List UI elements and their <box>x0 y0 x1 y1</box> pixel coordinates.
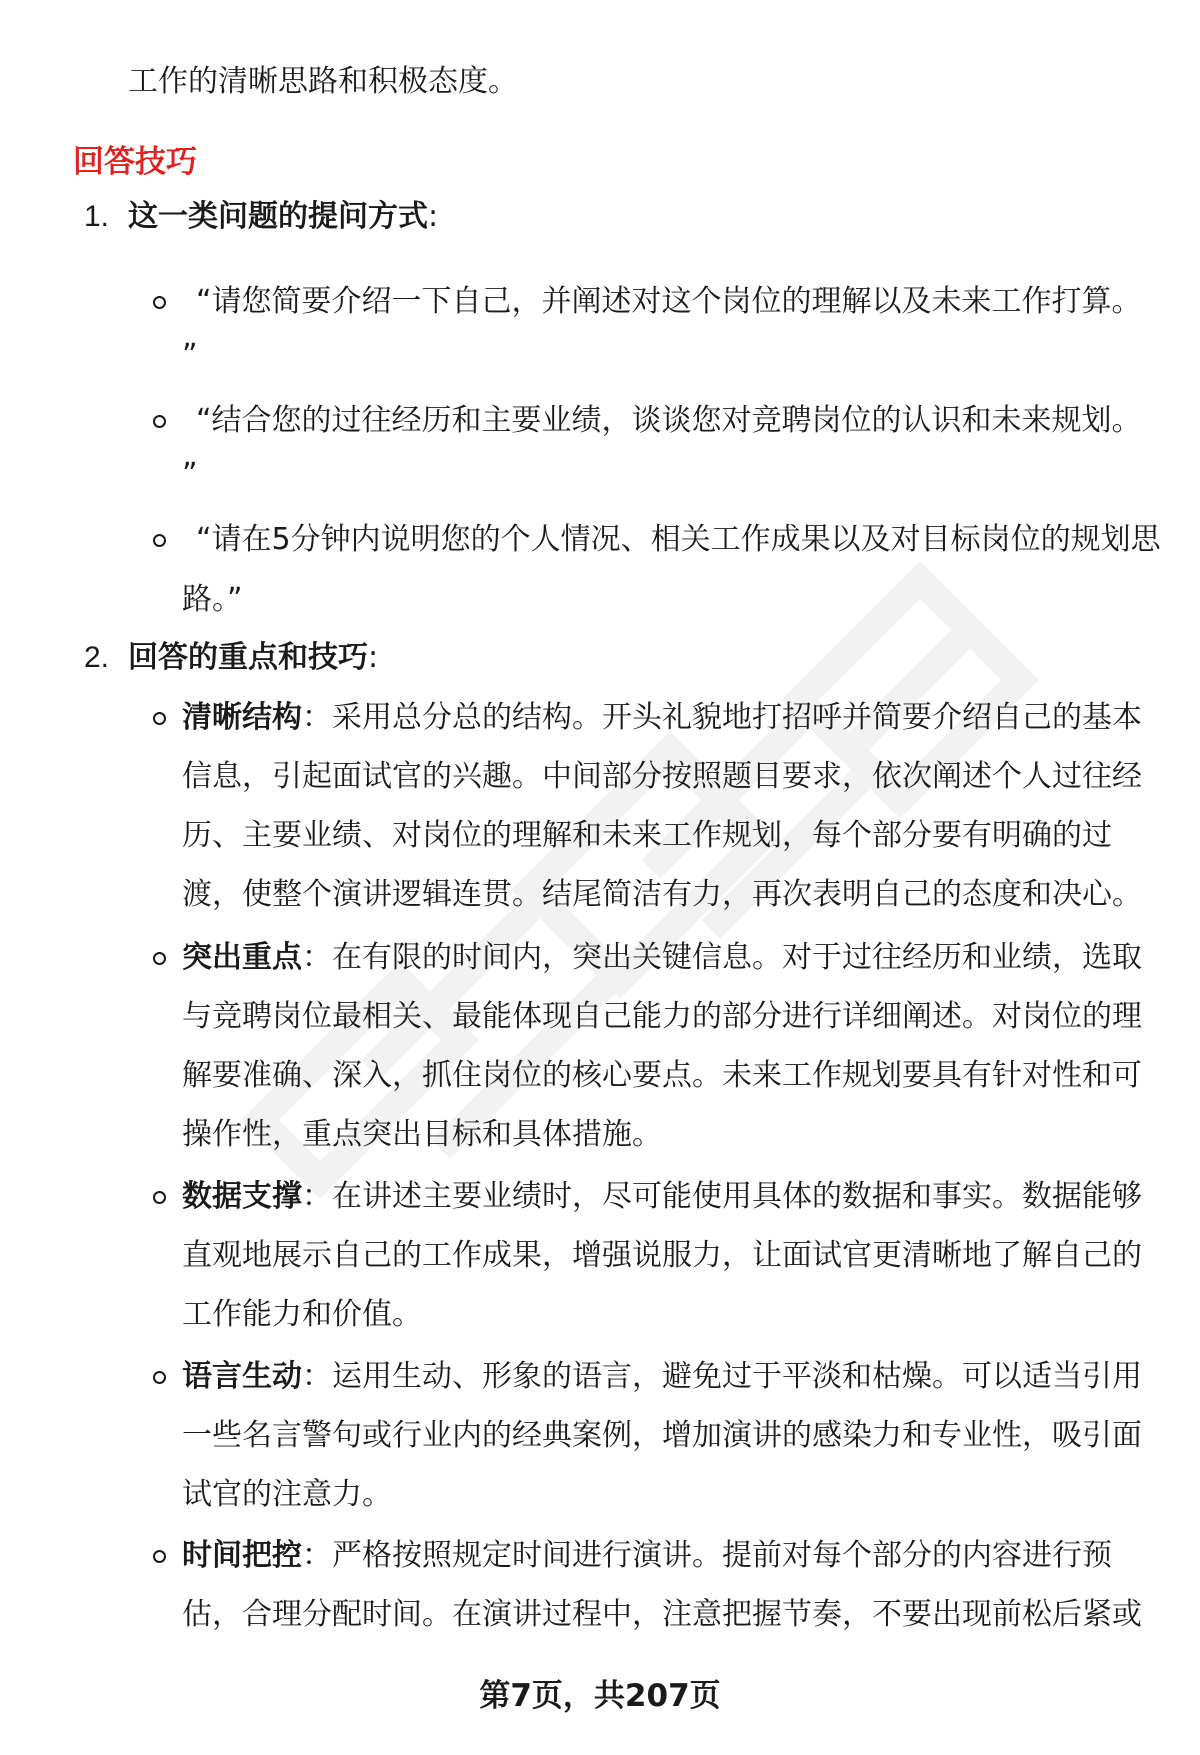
question-3-line1: “请在5分钟内说明您的个人情况、相关工作成果以及对目标岗位的规划思 <box>196 522 1161 557</box>
question-2-line2: ” <box>182 457 198 492</box>
tip-1-line1 <box>182 698 1142 738</box>
item-heading-1 <box>128 197 438 237</box>
item-heading-2-colon: : <box>368 640 379 675</box>
item-heading-2-text: 回答的重点和技巧 <box>128 640 368 675</box>
item-number-1: 1. <box>84 200 110 233</box>
page-footer: 第7页，共207页 <box>479 1678 721 1714</box>
question-2-line1: “结合您的过往经历和主要业绩，谈谈您对竞聘岗位的认识和未来规划。 <box>196 403 1142 438</box>
tip-2-line4: 操作性，重点突出目标和具体措施。 <box>182 1117 662 1152</box>
tip-5-text: 严格按照规定时间进行演讲。提前对每个部分的内容进行预 <box>332 1538 1112 1573</box>
bullet-icon <box>153 415 166 428</box>
question-3-line2: 路。” <box>182 582 243 617</box>
tip-1-line2: 信息，引起面试官的兴趣。中间部分按照题目要求，依次阐述个人过往经 <box>182 759 1142 794</box>
item-heading-2 <box>128 638 378 678</box>
tip-2-term: 突出重点 <box>182 940 302 975</box>
bullet-icon <box>153 712 166 725</box>
tip-2-line3: 解要准确、深入，抓住岗位的核心要点。未来工作规划要具有针对性和可 <box>182 1058 1142 1093</box>
tip-4-term: 语言生动 <box>182 1359 302 1394</box>
tip-5-line2: 估，合理分配时间。在演讲过程中，注意把握节奏，不要出现前松后紧或 <box>182 1597 1142 1632</box>
tip-4-sep: ： <box>302 1359 332 1394</box>
item-heading-1-colon: : <box>428 199 439 234</box>
tip-4-line2: 一些名言警句或行业内的经典案例，增加演讲的感染力和专业性，吸引面 <box>182 1418 1142 1453</box>
section-title: 回答技巧 <box>73 144 197 180</box>
tip-4-line1 <box>182 1357 1142 1397</box>
question-1-line2: ” <box>182 338 198 373</box>
tip-3-line2: 直观地展示自己的工作成果，增强说服力，让面试官更清晰地了解自己的 <box>182 1238 1142 1273</box>
bullet-icon <box>153 1191 166 1204</box>
tip-1-line4: 渡，使整个演讲逻辑连贯。结尾简洁有力，再次表明自己的态度和决心。 <box>182 877 1142 912</box>
tip-4-text: 运用生动、形象的语言，避免过于平淡和枯燥。可以适当引用 <box>332 1359 1142 1394</box>
bullet-icon <box>153 296 166 309</box>
bullet-icon <box>153 1371 166 1384</box>
tip-2-line2: 与竞聘岗位最相关、最能体现自己能力的部分进行详细阐述。对岗位的理 <box>182 999 1142 1034</box>
bullet-icon <box>153 1550 166 1563</box>
question-1-line1: “请您简要介绍一下自己，并阐述对这个岗位的理解以及未来工作打算。 <box>196 284 1142 319</box>
tip-1-line3: 历、主要业绩、对岗位的理解和未来工作规划，每个部分要有明确的过 <box>182 818 1112 853</box>
tip-2-line1 <box>182 938 1142 978</box>
tip-3-text: 在讲述主要业绩时，尽可能使用具体的数据和事实。数据能够 <box>332 1179 1142 1214</box>
item-number-2: 2. <box>84 641 110 674</box>
tip-1-term: 清晰结构 <box>182 700 302 735</box>
tip-3-sep: ： <box>302 1179 332 1214</box>
tip-3-term: 数据支撑 <box>182 1179 302 1214</box>
tip-3-line1 <box>182 1177 1142 1217</box>
tip-4-line3: 试官的注意力。 <box>182 1477 392 1512</box>
tip-5-sep: ： <box>302 1538 332 1573</box>
tip-2-sep: ： <box>302 940 332 975</box>
tip-1-text: 采用总分总的结构。开头礼貌地打招呼并简要介绍自己的基本 <box>332 700 1142 735</box>
tip-3-line3: 工作能力和价值。 <box>182 1297 422 1332</box>
bullet-icon <box>153 534 166 547</box>
intro-continuation: 工作的清晰思路和积极态度。 <box>128 64 518 99</box>
tip-5-term: 时间把控 <box>182 1538 302 1573</box>
tip-5-line1 <box>182 1536 1112 1576</box>
tip-2-text: 在有限的时间内，突出关键信息。对于过往经历和业绩，选取 <box>332 940 1142 975</box>
tip-1-sep: ： <box>302 700 332 735</box>
item-heading-1-text: 这一类问题的提问方式 <box>128 199 428 234</box>
bullet-icon <box>153 952 166 965</box>
